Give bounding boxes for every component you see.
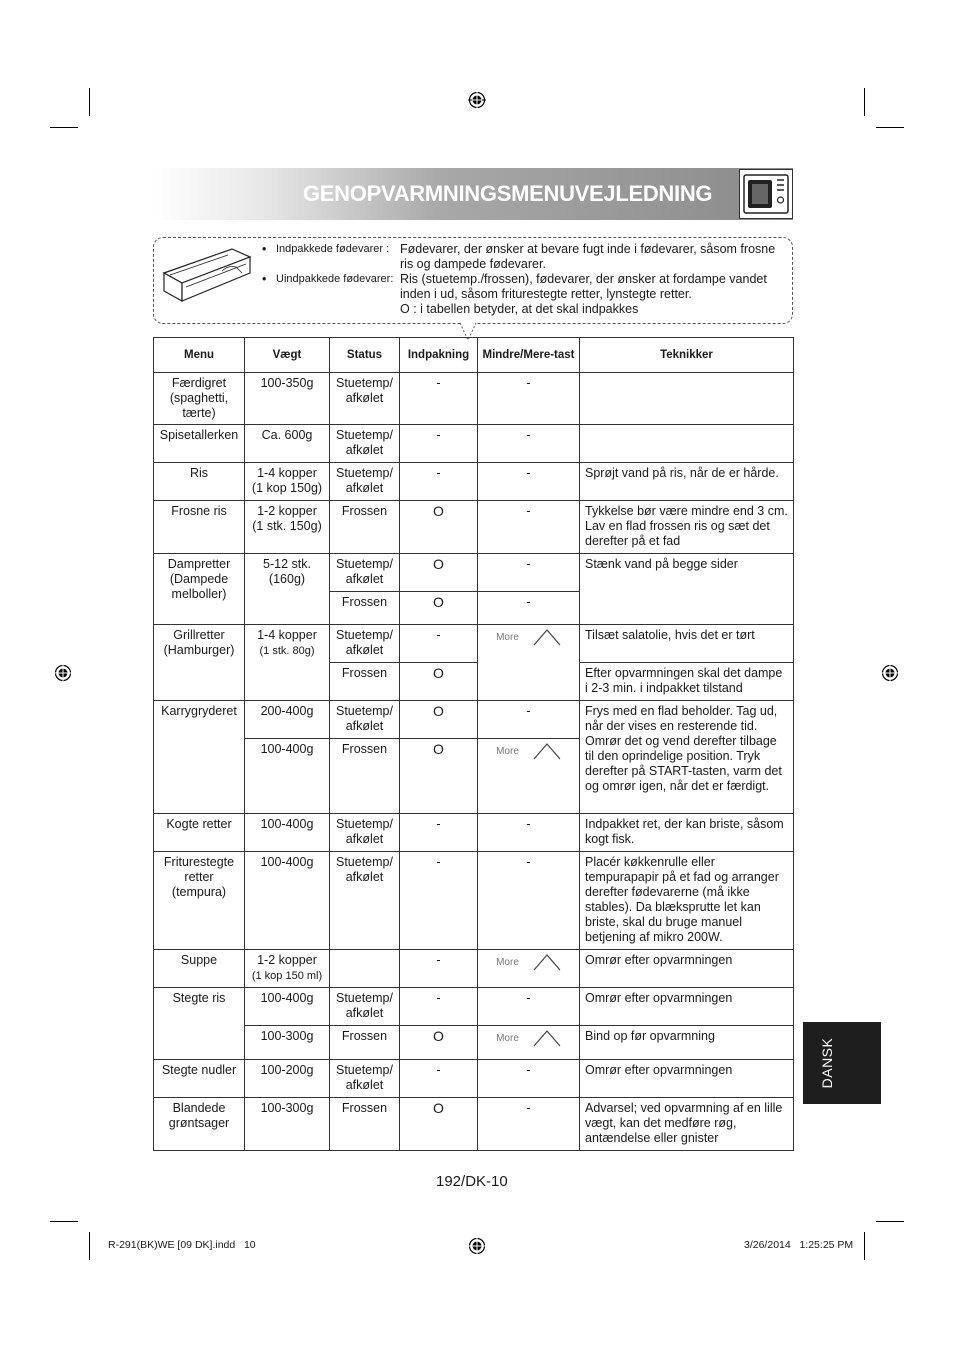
cell-wrapping: -	[400, 425, 478, 463]
cell-status: Stuetemp/ afkølet	[330, 701, 400, 739]
column-header-status: Status	[330, 338, 400, 373]
cell-menu: Spisetallerken	[154, 425, 245, 463]
cell-technique: Omrør efter opvarmningen	[580, 1060, 794, 1098]
cell-status: Frossen	[330, 1026, 400, 1060]
chevron-up-icon	[533, 742, 561, 760]
cell-weight: 100-400g	[245, 852, 330, 950]
registration-mark-icon	[468, 1237, 486, 1255]
cell-wrapping: -	[400, 1060, 478, 1098]
crop-mark	[89, 88, 90, 116]
cell-status: Frossen	[330, 1098, 400, 1151]
cell-technique: Omrør efter opvarmningen	[580, 950, 794, 988]
weight-main: 1-2 kopper	[257, 953, 317, 967]
cell-weight	[245, 950, 330, 988]
cell-technique: Sprøjt vand på ris, når de er hårde.	[580, 463, 794, 501]
cell-menu: Stegte ris	[154, 988, 245, 1060]
legend-term: Indpakkede fødevarer :	[276, 243, 390, 255]
cell-less-more: -	[478, 988, 580, 1026]
cell-menu: Karrygryderet	[154, 701, 245, 814]
cell-less-more: -	[478, 852, 580, 950]
more-label: More	[496, 745, 519, 757]
language-tab-label: DANSK	[819, 1037, 835, 1089]
table-row	[154, 1098, 794, 1151]
cell-weight: 100-300g	[245, 1026, 330, 1060]
column-header-menu: Menu	[154, 338, 245, 373]
cell-wrapping: O	[400, 739, 478, 814]
legend-definition: Fødevarer, der ønsker at bevare fugt inde i fødevarer, såsom frosne ris og dampede fødevarer.	[400, 242, 776, 271]
legend-item	[262, 242, 782, 272]
cell-technique: Efter opvarmningen skal det dampe i 2-3 min. i indpakket tilstand	[580, 663, 794, 701]
cell-less-more: -	[478, 501, 580, 554]
cell-wrapping: O	[400, 701, 478, 739]
wrapped-food-icon	[162, 243, 252, 305]
column-header-wrapping: Indpakning	[400, 338, 478, 373]
cell-status: Stuetemp/ afkølet	[330, 988, 400, 1026]
cell-wrapping: O	[400, 501, 478, 554]
page-number: 192/DK-10	[436, 1173, 508, 1190]
cell-menu: Suppe	[154, 950, 245, 988]
cell-less-more	[478, 950, 580, 988]
cell-menu: Ris	[154, 463, 245, 501]
cell-menu: Dampretter (Dampede melboller)	[154, 554, 245, 625]
cell-wrapping: -	[400, 852, 478, 950]
more-key	[496, 628, 561, 646]
cell-less-more	[478, 625, 580, 701]
crop-mark	[876, 1221, 904, 1222]
cell-weight: 100-400g	[245, 814, 330, 852]
chevron-up-icon	[533, 628, 561, 646]
cell-status: Stuetemp/ afkølet	[330, 373, 400, 425]
footer-filename: R-291(BK)WE [09 DK].indd 10	[108, 1239, 256, 1251]
cell-wrapping: O	[400, 1026, 478, 1060]
cell-less-more: -	[478, 373, 580, 425]
page-title: GENOPVARMNINGSMENUVEJLEDNING	[303, 181, 713, 206]
cell-wrapping: -	[400, 814, 478, 852]
cell-menu: Frosne ris	[154, 501, 245, 554]
crop-mark	[864, 88, 865, 116]
crop-mark	[864, 1232, 865, 1260]
more-label: More	[496, 631, 519, 643]
table-row	[154, 501, 794, 554]
cell-technique: Tilsæt salatolie, hvis det er tørt	[580, 625, 794, 663]
language-tab	[803, 1022, 881, 1104]
microwave-icon	[739, 169, 793, 219]
cell-status: Frossen	[330, 663, 400, 701]
more-key	[496, 742, 561, 760]
cell-technique: Placér køkkenrulle eller tempurapapir på et fad og arranger derefter fødevarerne (må ikke stables). Da blæksprutte let kan briste, skal du bruge manuel betjening af mikro 200W.	[580, 852, 794, 950]
table-row	[154, 373, 794, 425]
cell-menu: Kogte retter	[154, 814, 245, 852]
footer-timestamp: 3/26/2014 1:25:25 PM	[744, 1239, 854, 1251]
cell-less-more: -	[478, 814, 580, 852]
cell-wrapping: O	[400, 1098, 478, 1151]
weight-sub: (1 kop 150 ml)	[251, 970, 323, 982]
cell-status	[330, 950, 400, 988]
cell-less-more: -	[478, 1098, 580, 1151]
registration-mark-icon	[881, 664, 899, 682]
cell-less-more	[478, 1026, 580, 1060]
table-header-row	[154, 338, 794, 373]
chevron-up-icon	[533, 1029, 561, 1047]
cell-status: Stuetemp/ afkølet	[330, 463, 400, 501]
registration-mark-icon	[54, 664, 72, 682]
column-header-weight: Vægt	[245, 338, 330, 373]
table-row	[154, 988, 794, 1026]
weight-main: 1-4 kopper	[257, 628, 317, 642]
cell-status: Stuetemp/ afkølet	[330, 625, 400, 663]
cell-status: Frossen	[330, 739, 400, 814]
table-row	[154, 1026, 794, 1060]
legend-item	[262, 272, 782, 302]
more-label: More	[496, 1032, 519, 1044]
cell-technique: Frys med en flad beholder. Tag ud, når der vises en resterende tid. Omrør det og vend derefter tilbage til den oprindelige position. Tryk derefter på START-tasten, varm det og omrør igen, når det er færdigt.	[580, 701, 794, 814]
legend-note: O : i tabellen betyder, at det skal indpakkes	[400, 302, 639, 316]
cell-menu: Friturestegte retter (tempura)	[154, 852, 245, 950]
more-label: More	[496, 956, 519, 968]
cell-status: Stuetemp/ afkølet	[330, 554, 400, 592]
cell-status: Frossen	[330, 592, 400, 625]
cell-weight: Ca. 600g	[245, 425, 330, 463]
cell-less-more: -	[478, 425, 580, 463]
cell-wrapping: -	[400, 373, 478, 425]
cell-weight: 100-300g	[245, 1098, 330, 1151]
cell-technique: Stænk vand på begge sider	[580, 554, 794, 625]
cell-menu: Stegte nudler	[154, 1060, 245, 1098]
cell-wrapping: O	[400, 592, 478, 625]
legend-list	[262, 242, 782, 317]
column-header-techniques: Teknikker	[580, 338, 794, 373]
cell-status: Stuetemp/ afkølet	[330, 814, 400, 852]
crop-mark	[50, 1221, 78, 1222]
table-row	[154, 814, 794, 852]
cell-status: Stuetemp/ afkølet	[330, 1060, 400, 1098]
cell-menu: Blandede grøntsager	[154, 1098, 245, 1151]
cell-less-more: -	[478, 1060, 580, 1098]
column-header-less-more: Mindre/Mere-tast	[478, 338, 580, 373]
cell-wrapping: -	[400, 950, 478, 988]
cell-menu: Grillretter (Hamburger)	[154, 625, 245, 701]
cell-weight: 200-400g	[245, 701, 330, 739]
cell-weight: 100-350g	[245, 373, 330, 425]
chevron-up-icon	[533, 953, 561, 971]
table-row	[154, 1060, 794, 1098]
cell-wrapping: O	[400, 554, 478, 592]
cell-status: Stuetemp/ afkølet	[330, 852, 400, 950]
more-key	[496, 953, 561, 971]
more-key	[496, 1029, 561, 1047]
cell-weight: 5-12 stk. (160g)	[245, 554, 330, 625]
table-row	[154, 701, 794, 739]
cell-technique: Bind op før opvarmning	[580, 1026, 794, 1060]
cell-technique	[580, 373, 794, 425]
table-row	[154, 463, 794, 501]
cell-technique: Tykkelse bør være mindre end 3 cm. Lav en flad frossen ris og sæt det derefter på et fad	[580, 501, 794, 554]
cell-technique: Advarsel; ved opvarmning af en lille vægt, kan det medføre røg, antændelse eller gnister	[580, 1098, 794, 1151]
cell-status: Frossen	[330, 501, 400, 554]
cell-wrapping: O	[400, 663, 478, 701]
crop-mark	[89, 1232, 90, 1260]
cell-weight: 100-200g	[245, 1060, 330, 1098]
table-row	[154, 425, 794, 463]
registration-mark-icon	[468, 91, 486, 109]
cell-menu: Færdigret (spaghetti, tærte)	[154, 373, 245, 425]
reheat-guide-table	[153, 337, 794, 1151]
cell-technique: Omrør efter opvarmningen	[580, 988, 794, 1026]
bullet-icon: •	[262, 242, 267, 256]
bullet-icon: •	[262, 272, 267, 286]
cell-status: Stuetemp/ afkølet	[330, 425, 400, 463]
cell-less-more: -	[478, 463, 580, 501]
cell-weight: 1-2 kopper (1 stk. 150g)	[245, 501, 330, 554]
cell-weight	[245, 625, 330, 701]
cell-weight: 100-400g	[245, 739, 330, 814]
table-row	[154, 852, 794, 950]
cell-technique: Indpakket ret, der kan briste, såsom kogt fisk.	[580, 814, 794, 852]
cell-weight: 1-4 kopper (1 kop 150g)	[245, 463, 330, 501]
cell-less-more: -	[478, 554, 580, 592]
cell-less-more: -	[478, 592, 580, 625]
table-row	[154, 554, 794, 592]
cell-weight: 100-400g	[245, 988, 330, 1026]
table-row	[154, 950, 794, 988]
cell-less-more: -	[478, 701, 580, 739]
crop-mark	[876, 127, 904, 128]
cell-wrapping: -	[400, 988, 478, 1026]
cell-technique	[580, 425, 794, 463]
cell-wrapping: -	[400, 625, 478, 663]
crop-mark	[50, 127, 78, 128]
legend-term: Uindpakkede fødevarer:	[276, 273, 394, 285]
cell-less-more	[478, 739, 580, 814]
weight-sub: (1 stk. 80g)	[259, 645, 315, 657]
table-row	[154, 625, 794, 663]
cell-wrapping: -	[400, 463, 478, 501]
legend-definition: Ris (stuetemp./frossen), fødevarer, der ønsker at fordampe vandet inden i ud, såsom friturestegte retter, lynstegte retter.	[400, 272, 767, 301]
